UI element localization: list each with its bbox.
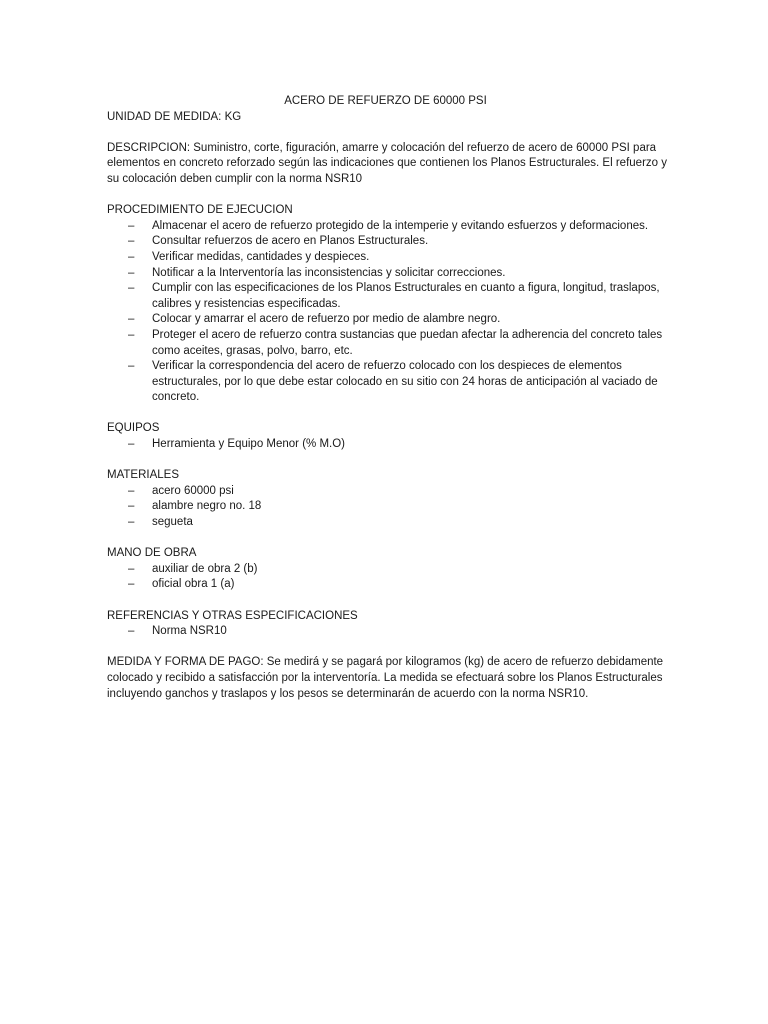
list-item [107,266,668,282]
list-item [107,250,668,266]
list-materiales [107,484,668,531]
dash-bullet: – [128,219,135,232]
section-heading: PROCEDIMIENTO DE EJECUCION [107,204,293,217]
dash-bullet: – [128,438,135,451]
list-item-text: Verificar la correspondencia del acero de refuerzo colocado con los despieces de elementos estructurales, por lo que debe estar colocado en su sitio con 24 horas de anticipación al vaciado de concreto. [152,360,658,404]
list-item [107,312,668,328]
dash-bullet: – [128,578,135,591]
section-medida-pago [107,655,668,702]
list-mano-de-obra [107,562,668,593]
list-procedimiento [107,219,668,406]
dash-bullet: – [128,235,135,248]
dash-bullet: – [128,328,135,341]
list-item [107,577,668,593]
list-item-text: auxiliar de obra 2 (b) [152,562,258,575]
dash-bullet: – [128,282,135,295]
section-heading: REFERENCIAS Y OTRAS ESPECIFICACIONES [107,609,358,622]
list-item-text: acero 60000 psi [152,484,234,497]
list-item [107,281,668,312]
list-item [107,515,668,531]
dash-bullet: – [128,500,135,513]
section-materiales [107,468,668,530]
list-item [107,562,668,578]
dash-bullet: – [128,360,135,373]
section-procedimiento [107,203,668,406]
list-item-text: Almacenar el acero de refuerzo protegido de la intemperie y evitando esfuerzos y deformaciones. [152,219,649,232]
list-item [107,437,668,453]
list-item [107,499,668,515]
dash-bullet: – [128,313,135,326]
section-heading: MANO DE OBRA [107,547,197,560]
section-mano-de-obra [107,546,668,593]
dash-bullet: – [128,484,135,497]
dash-bullet: – [128,562,135,575]
section-referencias [107,609,668,640]
list-referencias [107,624,668,640]
section-heading: EQUIPOS [107,422,160,435]
list-item-text: Cumplir con las especificaciones de los Planos Estructurales en cuanto a figura, longitud, traslapos, calibres y resistencias especificadas. [152,282,660,310]
description-paragraph: DESCRIPCION: Suministro, corte, figuración, amarre y colocación del refuerzo de acero de 60000 PSI para elementos en concreto reforzado según las indicaciones que contienen los Planos Estructurales. El refuerzo y su colocación deben cumplir con la norma NSR10 [107,141,667,185]
list-item-text: Colocar y amarrar el acero de refuerzo por medio de alambre negro. [152,313,501,326]
list-item [107,484,668,500]
list-item-text: oficial obra 1 (a) [152,578,235,591]
dash-bullet: – [128,266,135,279]
spacer [107,125,668,141]
list-item [107,219,668,235]
list-item-text: Verificar medidas, cantidades y despieces. [152,250,370,263]
list-item [107,234,668,250]
payment-paragraph: MEDIDA Y FORMA DE PAGO: Se medirá y se pagará por kilogramos (kg) de acero de refuerzo debidamente colocado y recibido a satisfacción por la interventoría. La medida se efectuará sobre los Planos Estructurales incluyendo ganchos y traslapos y los pesos se determinarán de acuerdo con la norma NSR10. [107,656,664,700]
list-item-text: Consultar refuerzos de acero en Planos Estructurales. [152,235,429,248]
list-item-text: Proteger el acero de refuerzo contra sustancias que puedan afectar la adherencia del concreto tales como aceites, grasas, polvo, barro, etc. [152,328,663,357]
list-item [107,624,668,640]
list-item-text: alambre negro no. 18 [152,500,262,513]
list-item-text: Herramienta y Equipo Menor (% M.O) [152,438,346,451]
dash-bullet: – [128,625,135,638]
section-equipos [107,421,668,452]
list-item-text: Notificar a la Interventoría las inconsistencias y solicitar correcciones. [152,266,506,279]
list-item [107,328,668,359]
unit-of-measure: UNIDAD DE MEDIDA: KG [107,110,242,123]
list-item [107,359,668,406]
list-item-text: segueta [152,516,193,529]
section-heading: MATERIALES [107,469,179,482]
list-item-text: Norma NSR10 [152,625,227,638]
document-title: ACERO DE REFUERZO DE 60000 PSI [284,95,487,107]
list-equipos [107,437,668,453]
dash-bullet: – [128,516,135,529]
dash-bullet: – [128,250,135,263]
